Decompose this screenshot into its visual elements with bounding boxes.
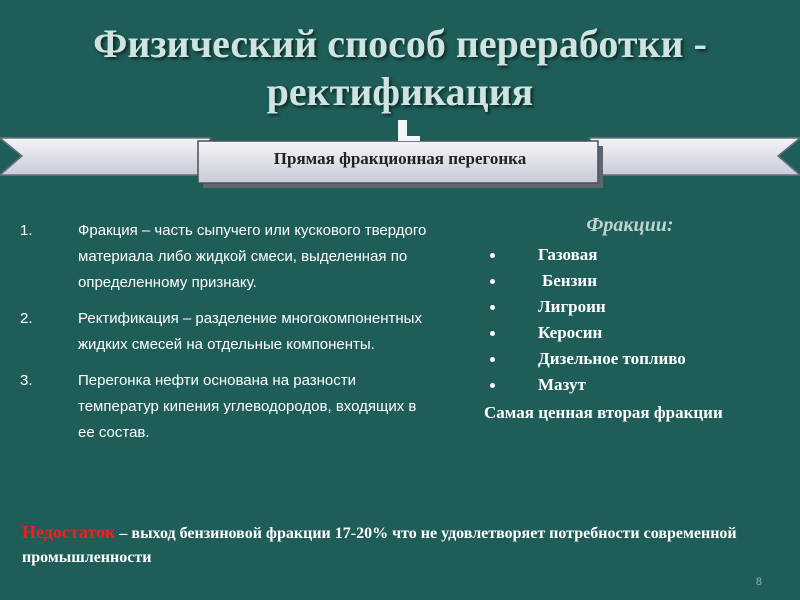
list-item (20, 368, 430, 446)
bullet-icon (490, 279, 495, 284)
fractions-list (480, 242, 780, 398)
drawback-note (22, 520, 782, 570)
list-number: 2. (20, 310, 33, 327)
fraction-label: Лигроин (538, 297, 606, 316)
fraction-label: Мазут (538, 375, 586, 394)
bullet-icon (490, 357, 495, 362)
fraction-label: Дизельное топливо (538, 349, 686, 368)
list-text: Перегонка нефти основана на разности температур кипения углеводородов, входящих в ее состав. (78, 372, 417, 441)
fractions-heading: Фракции: (586, 214, 674, 236)
list-item (480, 346, 780, 372)
list-item (20, 218, 430, 296)
banner-label: Прямая фракционная перегонка (273, 149, 527, 168)
definitions-list (20, 218, 430, 456)
list-item (20, 306, 430, 358)
bullet-icon (490, 253, 495, 258)
bullet-icon (490, 383, 495, 388)
list-item (480, 268, 780, 294)
fraction-label: Керосин (538, 323, 603, 342)
list-text: Ректификация – разделение многокомпонентных жидких смесей на отдельные компоненты. (78, 310, 422, 353)
list-item (480, 372, 780, 398)
fraction-label: Бензин (542, 271, 598, 290)
fraction-label: Газовая (538, 245, 598, 264)
list-text: Фракция – часть сыпучего или кускового твердого материала либо жидкой смеси, выделенная по определенному признаку. (78, 222, 427, 291)
list-item (480, 294, 780, 320)
drawback-text: – выход бензиновой фракции 17-20% что не удовлетворяет потребности современной промышленности (22, 525, 737, 566)
fractions-note: Самая ценная вторая фракции (484, 403, 723, 422)
fractions-panel (480, 212, 780, 424)
list-number: 1. (20, 222, 33, 239)
list-number: 3. (20, 372, 33, 389)
list-item (480, 242, 780, 268)
slide-title: Физический способ переработки - ректификация (93, 21, 707, 114)
list-item (480, 320, 780, 346)
bullet-icon (490, 305, 495, 310)
page-number: 8 (755, 576, 762, 588)
bullet-icon (490, 331, 495, 336)
drawback-label: Недостаток (22, 522, 116, 542)
